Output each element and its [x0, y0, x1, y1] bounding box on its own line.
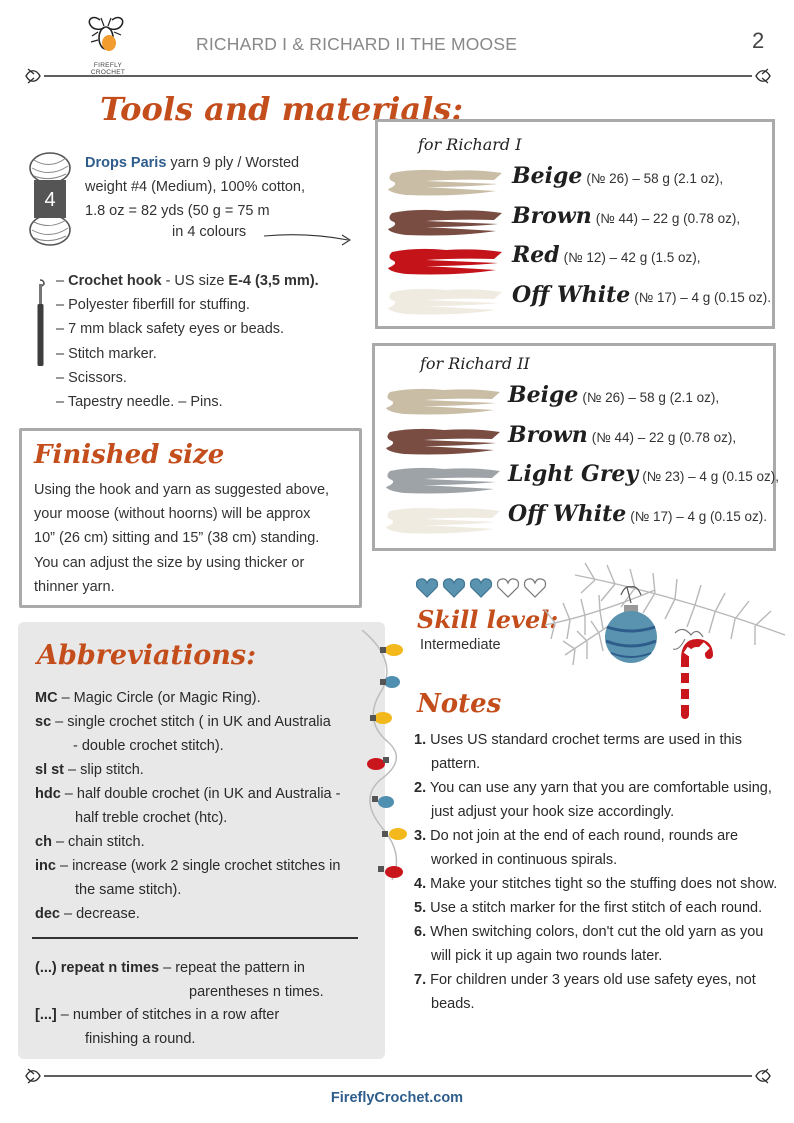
tool-name: Crochet hook — [68, 273, 162, 289]
heart-filled-icon — [471, 579, 492, 597]
ornament-ball-icon — [605, 587, 657, 663]
note-number: 2. — [414, 780, 427, 796]
top-divider — [22, 66, 774, 86]
abbreviation-definition: – half double crochet (in UK and Australia - — [60, 786, 341, 802]
note-text: For children under 3 years old use safety eyes, not beads. — [426, 972, 756, 1012]
color-detail: (№ 26) – 58 g (2.1 oz), — [582, 390, 720, 405]
note-text: When switching colors, don't cut the old yarn as you will pick it up again two rounds later. — [426, 924, 764, 964]
website-link[interactable]: FireflyCrochet.com — [330, 1090, 464, 1106]
abbreviation-row — [35, 878, 340, 902]
yarn-color-swatch — [384, 386, 502, 418]
abbreviation-term: hdc — [35, 786, 61, 802]
tool-text: Polyester fiberfill for stuffing. — [68, 297, 250, 314]
repeat-row — [35, 981, 324, 1005]
note-number: 6. — [414, 924, 427, 940]
color-row — [512, 242, 700, 268]
color-detail: (№ 23) – 4 g (0.15 oz), — [642, 469, 779, 484]
color-name: Off White — [512, 281, 631, 308]
color-swatch — [384, 426, 502, 458]
abbreviation-row — [35, 782, 340, 806]
page-number: 2 — [752, 28, 765, 53]
arrow-right-icon — [262, 226, 354, 248]
yarn-description — [85, 151, 370, 223]
tool-item — [56, 293, 319, 317]
document-title: RICHARD I & RICHARD II THE MOOSE — [196, 34, 518, 54]
abbreviation-row — [35, 734, 340, 758]
color-swatch — [384, 386, 502, 418]
light-bulb-icon — [380, 644, 403, 656]
tool-prefix: – — [56, 394, 68, 411]
color-swatch — [384, 505, 502, 537]
abbreviation-definition: – increase (work 2 single crochet stitches in — [55, 858, 341, 874]
repeat-definition: – repeat the pattern in — [159, 960, 305, 976]
color-row — [508, 382, 719, 408]
light-bulb-icon — [372, 796, 394, 808]
finished-size-title: Finished size — [34, 440, 225, 470]
finished-line: your moose (without hoorns) will be approx — [34, 506, 311, 523]
note-item — [414, 968, 779, 1016]
tool-item — [56, 342, 319, 366]
finished-line: Using the hook and yarn as suggested above, — [34, 482, 330, 498]
crochet-hook-icon — [34, 278, 48, 368]
tool-text: 7 mm black safety eyes or beads. — [68, 321, 285, 338]
finished-line: 10” (26 cm) sitting and 15” (38 cm) standing. — [34, 530, 320, 547]
color-detail: (№ 12) – 42 g (1.5 oz), — [563, 250, 701, 265]
note-text: Uses US standard crochet terms are used in this pattern. — [426, 732, 743, 772]
abbreviation-definition: – chain stitch. — [51, 834, 145, 850]
note-text: Use a stitch marker for the first stitch of each round. — [426, 900, 763, 916]
note-number: 4. — [414, 876, 427, 892]
color-row — [508, 461, 779, 487]
tool-size: E-4 (3,5 mm). — [228, 273, 319, 289]
color-name: Beige — [512, 163, 583, 189]
heart-filled-icon — [417, 579, 438, 597]
richard-2-heading: for Richard II — [420, 354, 530, 373]
note-number: 7. — [414, 972, 427, 988]
color-swatch — [386, 207, 504, 239]
tool-text: Tapestry needle. – Pins. — [67, 394, 223, 411]
color-name: Off White — [508, 500, 627, 527]
repeat-definition: finishing a round. — [85, 1030, 196, 1047]
tool-item — [56, 269, 319, 293]
abbreviation-definition: half treble crochet (htc). — [75, 810, 228, 826]
note-item — [414, 896, 779, 920]
repeat-row — [35, 957, 324, 981]
tool-prefix: – — [56, 297, 69, 314]
note-text: Do not join at the end of each round, rounds are worked in continuous spirals. — [426, 828, 739, 868]
candy-cane-icon — [673, 629, 709, 715]
finished-line: thinner yarn. — [34, 578, 115, 595]
yarn-colours-count: in 4 colours — [172, 224, 247, 240]
color-name: Beige — [508, 382, 579, 408]
tool-prefix: – — [56, 369, 69, 386]
repeat-definition: – number of stitches in a row after — [56, 1007, 280, 1023]
logo-text: FIREFLY CROCHET — [90, 62, 126, 76]
tools-title: Tools and materials: — [100, 90, 464, 128]
yarn-skein-icon — [26, 150, 74, 246]
yarn-color-swatch — [386, 207, 504, 239]
abbreviation-definition: – single crochet stitch ( in UK and Australia — [51, 714, 331, 730]
heart-empty-icon — [498, 579, 519, 597]
tool-item — [56, 390, 319, 414]
pine-branch-icon — [545, 563, 785, 665]
color-name: Light Grey — [508, 461, 639, 487]
abbreviation-term: MC — [35, 690, 58, 706]
tool-text: - US size — [161, 273, 229, 289]
light-bulb-icon — [382, 828, 407, 840]
repeat-definition: parentheses n times. — [189, 983, 324, 1000]
firefly-logo — [78, 12, 138, 74]
yarn-color-swatch — [386, 286, 504, 318]
tool-prefix: – — [56, 345, 69, 362]
abbreviation-term: inc — [35, 858, 56, 874]
color-swatch — [384, 465, 502, 497]
finished-line: You can adjust the size by using thicker or — [34, 554, 305, 571]
color-row — [512, 203, 740, 229]
abbreviations-list — [35, 686, 340, 926]
abbreviation-term: dec — [35, 906, 60, 922]
skill-rating-hearts — [414, 577, 554, 601]
notes-list — [414, 728, 779, 1016]
yarn-color-swatch — [384, 426, 502, 458]
color-row — [512, 282, 771, 308]
abbreviation-definition: the same stitch). — [75, 882, 182, 898]
color-swatch — [386, 246, 504, 278]
richard-1-heading: for Richard I — [418, 135, 522, 154]
color-row — [508, 422, 736, 448]
note-item — [414, 824, 779, 872]
tool-prefix: – — [56, 273, 69, 289]
yarn-desc-2: weight #4 (Medium), 100% cotton, — [85, 179, 306, 195]
abbreviation-term: ch — [35, 834, 52, 850]
color-detail: (№ 44) – 22 g (0.78 oz), — [595, 210, 741, 226]
light-bulb-icon — [380, 676, 400, 688]
note-number: 5. — [414, 900, 427, 916]
abbreviation-term: sc — [35, 714, 52, 730]
repeat-term: (...) repeat n times — [35, 960, 160, 976]
yarn-color-swatch — [384, 505, 502, 537]
heart-filled-icon — [444, 579, 465, 597]
abbreviations-divider — [32, 937, 358, 939]
abbreviation-row — [35, 758, 340, 782]
abbreviation-row — [35, 902, 340, 926]
yarn-color-swatch — [386, 167, 504, 199]
tool-item — [56, 317, 319, 341]
repeat-row — [35, 1028, 324, 1052]
tool-item — [56, 366, 319, 390]
color-detail: (№ 17) – 4 g (0.15 oz). — [634, 289, 772, 305]
color-detail: (№ 26) – 58 g (2.1 oz), — [586, 171, 724, 186]
tool-text: Scissors. — [68, 369, 127, 386]
abbreviation-row — [35, 830, 340, 854]
note-number: 3. — [414, 828, 427, 844]
abbreviation-definition: – decrease. — [60, 906, 140, 922]
abbreviation-row — [35, 806, 340, 830]
note-text: Make your stitches tight so the stuffing does not show. — [426, 876, 778, 892]
abbreviations-title: Abbreviations: — [37, 640, 257, 671]
yarn-brand: Drops Paris — [85, 155, 167, 171]
color-row — [508, 501, 767, 527]
tool-text: Stitch marker. — [68, 345, 157, 362]
color-name: Brown — [512, 202, 592, 229]
note-item — [414, 776, 779, 824]
color-name: Red — [512, 242, 560, 268]
tool-prefix: – — [56, 321, 69, 338]
repeat-notation-list — [35, 957, 324, 1051]
string-lights-decoration — [352, 630, 412, 890]
christmas-ornament-decoration — [535, 555, 790, 725]
repeat-row — [35, 1004, 324, 1028]
repeat-term: [...] — [35, 1007, 57, 1023]
color-detail: (№ 17) – 4 g (0.15 oz). — [630, 508, 768, 524]
color-name: Brown — [508, 421, 588, 448]
color-detail: (№ 44) – 22 g (0.78 oz), — [591, 429, 737, 445]
tool-list — [56, 269, 319, 414]
light-bulb-icon — [378, 866, 403, 878]
note-item — [414, 872, 779, 896]
skill-level-title: Skill level: — [417, 605, 559, 634]
light-bulb-icon — [367, 757, 389, 770]
abbreviation-row — [35, 686, 340, 710]
notes-title: Notes — [417, 689, 502, 719]
abbreviation-row — [35, 710, 340, 734]
bottom-divider — [22, 1066, 774, 1086]
yarn-desc-1: yarn 9 ply / Worsted — [166, 155, 300, 171]
abbreviation-definition: – Magic Circle (or Magic Ring). — [57, 690, 261, 706]
abbreviation-definition: – slip stitch. — [64, 762, 144, 778]
note-number: 1. — [414, 732, 427, 748]
color-row — [512, 163, 723, 189]
note-item — [414, 728, 779, 776]
yarn-desc-3: 1.8 oz = 82 yds (50 g = 75 m — [85, 203, 270, 219]
abbreviation-term: sl st — [35, 762, 65, 778]
yarn-weight-number: 4 — [44, 189, 56, 211]
finished-size-text — [34, 478, 364, 599]
color-swatch — [386, 167, 504, 199]
note-text: You can use any yarn that you are comfortable using, just adjust your hook size accordingly. — [426, 780, 772, 820]
yarn-color-swatch — [386, 246, 504, 278]
yarn-color-swatch — [384, 465, 502, 497]
firefly-icon — [78, 12, 138, 62]
note-item — [414, 920, 779, 968]
color-swatch — [386, 286, 504, 318]
abbreviation-row — [35, 854, 340, 878]
skill-level-value: Intermediate — [420, 637, 501, 653]
abbreviation-definition: - double crochet stitch). — [73, 738, 224, 754]
